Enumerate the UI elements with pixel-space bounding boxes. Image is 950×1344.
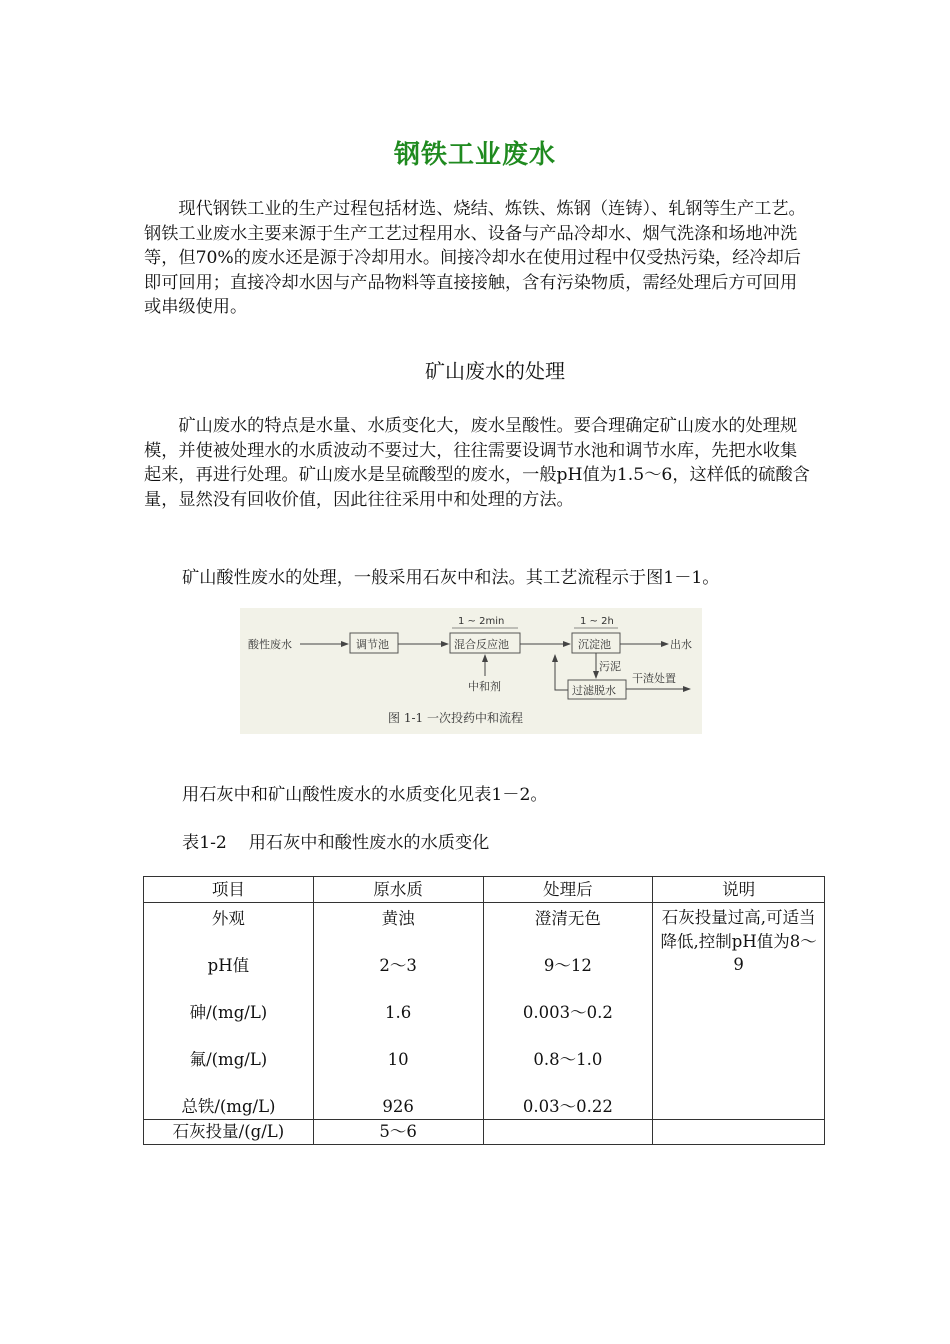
treated-cell: 0.8～1.0	[533, 1050, 603, 1069]
node-mix: 混合反应池	[454, 638, 509, 651]
figure-caption: 图 1-1 一次投药中和流程	[388, 711, 523, 725]
method-line: 矿山酸性废水的处理，一般采用石灰中和法。其工艺流程示于图1－1。	[182, 568, 720, 588]
table-intro-line: 用石灰中和矿山酸性废水的水质变化见表1－2。	[182, 785, 548, 805]
raw-cell: 黄浊	[381, 909, 415, 928]
water-quality-table	[143, 876, 825, 1145]
node-disposal: 干渣处置	[632, 672, 676, 685]
section-paragraph: 矿山废水的特点是水量、水质变化大，废水呈酸性。要合理确定矿山废水的处理规模，并使被处理水的水质波动不要过大，往往需要设调节水池和调节水库，先把水收集起来，再进行处理。矿山废水是呈硫酸型的废水，一般pH值为1.5～6，这样低的硫酸含量，显然没有回收价值，因此往往采用中和处理的方法。	[144, 416, 810, 510]
header-raw: 原水质	[313, 877, 483, 903]
table-row	[144, 1120, 825, 1145]
header-note: 说明	[653, 877, 825, 903]
node-input: 酸性废水	[248, 638, 292, 651]
raw-cell: 10	[387, 1050, 409, 1069]
label-sludge: 污泥	[599, 660, 621, 673]
item-cell: 石灰投量/(g/L)	[144, 1120, 314, 1145]
node-filter: 过滤脱水	[572, 684, 616, 697]
item-cell: 外观	[211, 909, 245, 928]
item-cell: 氟/(mg/L)	[189, 1050, 268, 1069]
treated-cell: 9～12	[543, 956, 592, 975]
empty-cell	[653, 1120, 825, 1145]
table-header-row	[144, 877, 825, 903]
empty-cell	[483, 1120, 653, 1145]
raw-cell: 2～3	[379, 956, 417, 975]
item-cell: pH值	[207, 956, 250, 975]
item-cell: 总铁/(mg/L)	[181, 1097, 276, 1116]
item-column	[144, 903, 314, 1120]
raw-cell: 5～6	[313, 1120, 483, 1145]
time-settle: 1 ~ 2h	[580, 616, 614, 627]
table-row	[144, 903, 825, 1120]
node-adjust: 调节池	[356, 638, 389, 651]
treated-cell: 澄清无色	[534, 909, 601, 928]
intro-paragraph: 现代钢铁工业的生产过程包括材选、烧结、炼铁、炼钢（连铸）、轧钢等生产工艺。钢铁工业废水主要来源于生产工艺过程用水、设备与产品冷却水、烟气洗涤和场地冲洗等，但70%的废水还是源于冷却用水。间接冷却水在使用过程中仅受热污染，经冷却后即可回用；直接冷却水因与产品物料等直接接触，含有污染物质，需经处理后方可回用或串级使用。	[144, 199, 806, 317]
node-settle: 沉淀池	[578, 638, 611, 651]
node-agent: 中和剂	[468, 680, 501, 693]
raw-cell: 1.6	[385, 1003, 412, 1022]
raw-column	[313, 903, 483, 1120]
table-caption: 表1-2 用石灰中和酸性废水的水质变化	[182, 833, 490, 853]
treated-cell: 0.003～0.2	[522, 1003, 613, 1022]
header-item: 项目	[144, 877, 314, 903]
section-heading: 矿山废水的处理	[425, 359, 565, 383]
treated-column	[483, 903, 653, 1120]
node-output: 出水	[670, 638, 692, 651]
note-cell: 石灰投量过高,可适当降低,控制pH值为8～9	[653, 903, 825, 1120]
item-cell: 砷/(mg/L)	[189, 1003, 268, 1022]
treated-cell: 0.03～0.22	[522, 1097, 613, 1116]
raw-cell: 926	[382, 1097, 414, 1116]
process-flow-figure	[240, 608, 702, 734]
time-mix: 1 ~ 2min	[458, 616, 505, 627]
header-treated: 处理后	[483, 877, 653, 903]
document-title: 钢铁工业废水	[393, 140, 556, 170]
